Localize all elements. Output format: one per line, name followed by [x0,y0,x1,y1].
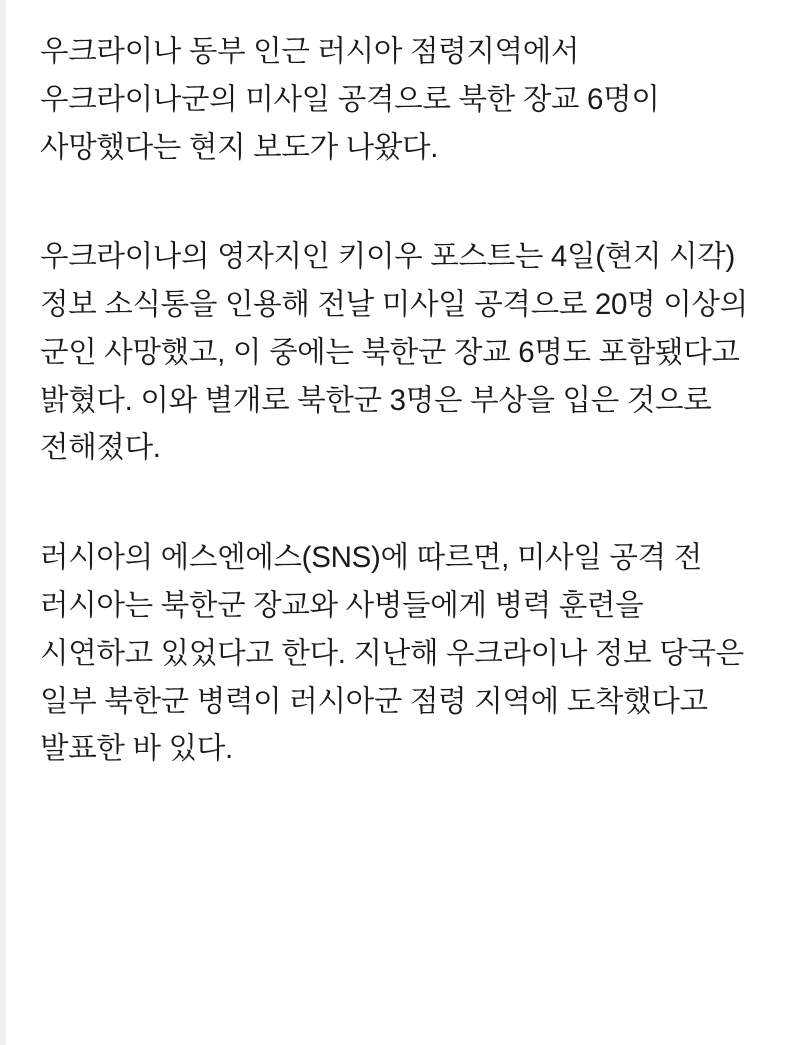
article-paragraph: 우크라이나 동부 인근 러시아 점령지역에서 우크라이나군의 미사일 공격으로 북한 장교 6명이 사망했다는 현지 보도가 나왔다. [40,35,660,164]
article-paragraph: 러시아의 에스엔에스(SNS)에 따르면, 미사일 공격 전 러시아는 북한군 장교와 사병들에게 병력 훈련을 시연하고 있었다고 한다. 지난해 우크라이나 정보 당국은 일부 북한군 병력이 러시아군 점령 지역에 도착했다고 발표한 바 있다. [40,541,744,766]
article-paragraph: 우크라이나의 영자지인 키이우 포스트는 4일(현지 시각) 정보 소식통을 인용해 전날 미사일 공격으로 20명 이상의 군인 사망했고, 이 중에는 북한군 장교 6명도 포함됐다고 밝혔다. 이와 별개로 북한군 3명은 부상을 입은 것으로 전해졌다. [40,240,748,465]
